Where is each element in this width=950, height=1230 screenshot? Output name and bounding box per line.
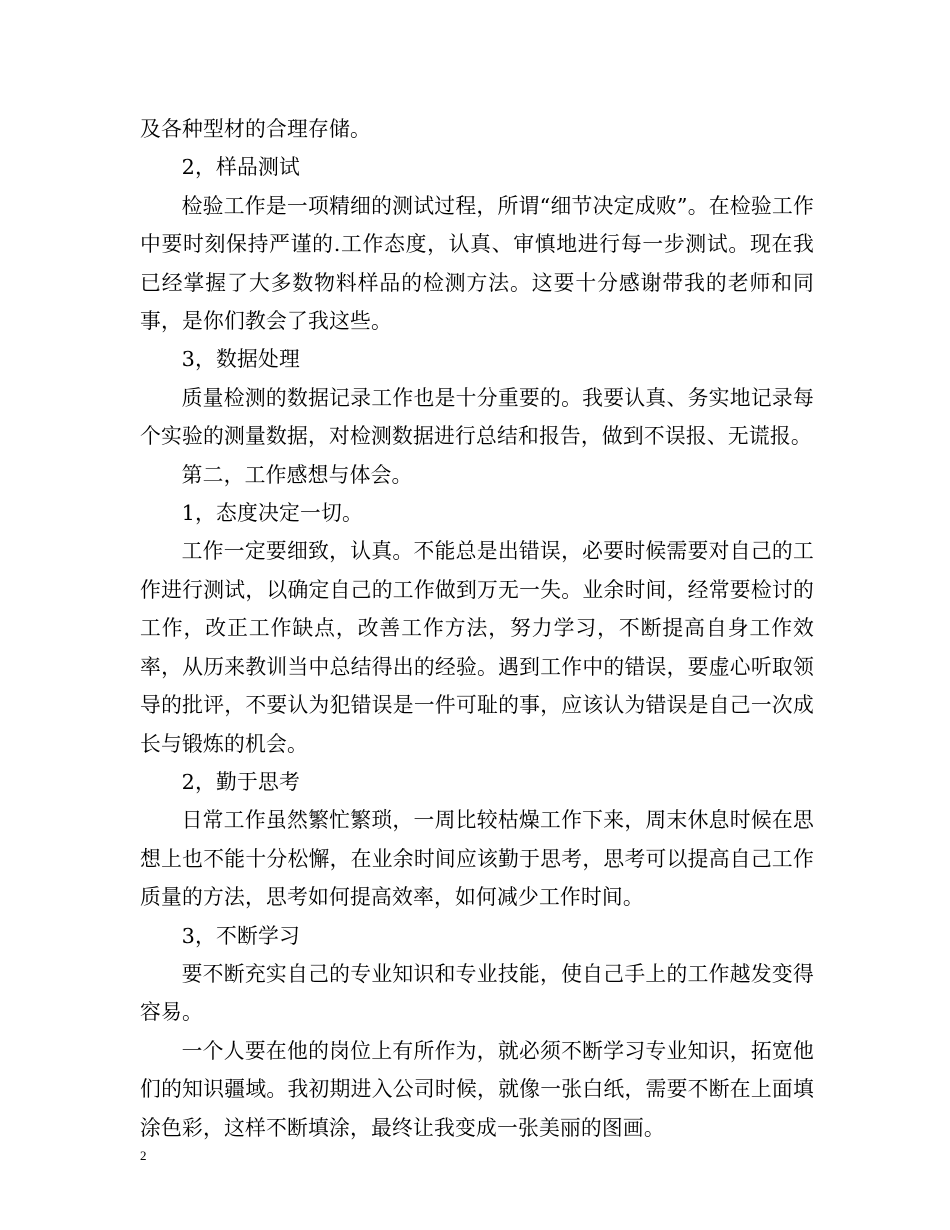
section-heading: 第二，工作感想与体会。: [181, 462, 413, 487]
paragraph: 日常工作虽然繁忙繁琐，一周比较枯燥工作下来，周末休息时候在思想上也不能十分松懈，在业余时间应该勤于思考，思考可以提高自己工作质量的方法，思考如何提高效率，如何减少工作时间。: [140, 808, 814, 910]
paragraph: 检验工作是一项精细的测试过程，所谓“细节决定成败”。在检验工作中要时刻保持严谨的.工作态度，认真、审慎地进行每一步测试。现在我已经掌握了大多数物料样品的检测方法。这要十分感谢带我的老师和同事，是你们教会了我这些。: [140, 193, 814, 334]
paragraph: 工作一定要细致，认真。不能总是出错误，必要时候需要对自己的工作进行测试，以确定自己的工作做到万无一失。业余时间，经常要检讨的工作，改正工作缺点，改善工作方法，努力学习，不断提高自身工作效率，从历来教训当中总结得出的经验。遇到工作中的错误，要虚心听取领导的批评，不要认为犯错误是一件可耻的事，应该认为错误是自己一次成长与锻炼的机会。: [140, 539, 814, 756]
section-heading: 3，数据处理: [181, 347, 301, 372]
section-heading: 3，不断学习: [181, 923, 301, 948]
page-number: 2: [140, 1148, 147, 1163]
paragraph: 一个人要在他的岗位上有所作为，就必须不断学习专业知识，拓宽他们的知识疆域。我初期进入公司时候，就像一张白纸，需要不断在上面填涂色彩，这样不断填涂，最终让我变成一张美丽的图画。: [140, 1038, 814, 1140]
document-body: [140, 110, 814, 1147]
paragraph: 及各种型材的合理存储。: [140, 117, 371, 141]
section-heading: 2，勤于思考: [181, 769, 301, 794]
paragraph: 要不断充实自己的专业知识和专业技能，使自己手上的工作越发变得容易。: [140, 961, 814, 1025]
section-heading: 1，态度决定一切。: [181, 501, 363, 526]
section-heading: 2，样品测试: [181, 155, 301, 180]
paragraph: 质量检测的数据记录工作也是十分重要的。我要认真、务实地记录每个实验的测量数据，对检测数据进行总结和报告，做到不误报、无谎报。: [140, 385, 814, 449]
